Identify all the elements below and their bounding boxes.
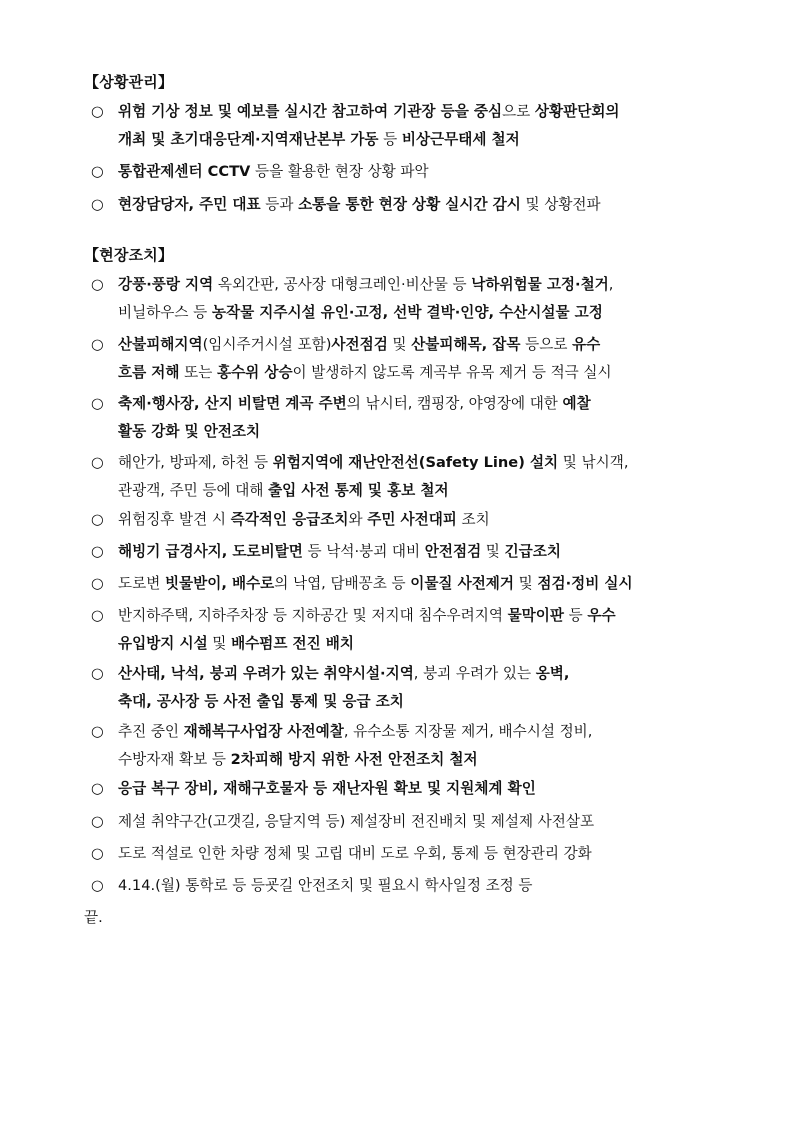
emphasized-text: 유입방지 시설 bbox=[118, 635, 208, 652]
emphasized-text: 주민 사전대피 bbox=[367, 511, 457, 528]
list-item-line bbox=[91, 271, 725, 299]
circle-bullet-icon: ○ bbox=[91, 454, 104, 471]
body-text: 제설 취약구간(고갯길, 응달지역 등) 제설장비 전진배치 및 제설제 사전살포 bbox=[118, 813, 595, 830]
body-text: 수방자재 확보 등 bbox=[118, 751, 231, 768]
emphasized-text: 물막이판 bbox=[507, 607, 564, 624]
body-text: 등으로 bbox=[520, 336, 573, 353]
list-item-line bbox=[91, 359, 725, 387]
body-text: 옥외간판, 공사장 대형크레인·비산물 등 bbox=[213, 276, 472, 293]
emphasized-text: 빗물받이, 배수로 bbox=[164, 575, 275, 592]
body-text: 및 bbox=[481, 543, 505, 560]
body-text: 관광객, 주민 등에 대해 bbox=[118, 482, 269, 499]
circle-bullet-icon: ○ bbox=[91, 845, 104, 862]
list-item-line bbox=[91, 570, 725, 598]
body-text: 반지하주택, 지하주차장 등 지하공간 및 저지대 침수우려지역 bbox=[118, 607, 508, 624]
emphasized-text: 흐름 저해 bbox=[118, 364, 180, 381]
list-item-line bbox=[91, 98, 725, 126]
circle-bullet-icon: ○ bbox=[91, 276, 104, 293]
section-heading-situation-management: 【상황관리】 bbox=[84, 73, 174, 91]
list-item bbox=[91, 449, 725, 505]
list-item bbox=[91, 331, 725, 387]
list-item bbox=[91, 538, 725, 566]
list-item-line bbox=[91, 390, 725, 418]
list-item bbox=[91, 98, 725, 154]
body-text: 위험징후 발견 시 bbox=[118, 511, 231, 528]
body-text: 해안가, 방파제, 하천 등 bbox=[118, 454, 273, 471]
emphasized-text: 긴급조치 bbox=[504, 543, 561, 560]
body-text: 도로변 bbox=[118, 575, 165, 592]
list-item-line bbox=[91, 331, 725, 359]
list-item-line bbox=[91, 840, 725, 868]
emphasized-text: 옹벽, bbox=[535, 665, 570, 682]
body-text: 등 bbox=[563, 607, 588, 624]
emphasized-text: 현장담당자, 주민 대표 bbox=[118, 196, 261, 213]
document-end-mark: 끝. bbox=[84, 909, 103, 926]
emphasized-text: 활동 강화 및 안전조치 bbox=[118, 423, 261, 440]
emphasized-text: 예찰 bbox=[562, 395, 591, 412]
list-item bbox=[91, 390, 725, 446]
list-item-line bbox=[91, 477, 725, 505]
list-item-line bbox=[91, 126, 725, 154]
list-item-line bbox=[91, 538, 725, 566]
circle-bullet-icon: ○ bbox=[91, 813, 104, 830]
emphasized-text: 통합관제센터 CCTV bbox=[118, 163, 251, 180]
circle-bullet-icon: ○ bbox=[91, 103, 104, 120]
section-heading-field-measures: 【현장조치】 bbox=[84, 246, 174, 264]
list-item-line bbox=[91, 718, 725, 746]
body-text: 의 낚시터, 캠핑장, 야영장에 대한 bbox=[346, 395, 563, 412]
circle-bullet-icon: ○ bbox=[91, 607, 104, 624]
emphasized-text: 우수 bbox=[587, 607, 616, 624]
list-item bbox=[91, 808, 725, 836]
body-text: 와 bbox=[348, 511, 368, 528]
body-text: 또는 bbox=[179, 364, 217, 381]
emphasized-text: 홍수위 상승 bbox=[216, 364, 293, 381]
body-text: , 유수소통 지장물 제거, 배수시설 정비, bbox=[343, 723, 593, 740]
list-item-line bbox=[91, 506, 725, 534]
list-item-line bbox=[91, 872, 725, 900]
list-item bbox=[91, 191, 725, 219]
body-text: 4.14.(월) 통학로 등 등굣길 안전조치 및 필요시 학사일정 조정 등 bbox=[118, 877, 533, 894]
list-item-line bbox=[91, 775, 725, 803]
emphasized-text: 산불피해목, 잡목 bbox=[411, 336, 521, 353]
body-text: (임시주거시설 포함) bbox=[202, 336, 332, 353]
list-item bbox=[91, 570, 725, 598]
emphasized-text: 산사태, 낙석, 붕괴 우려가 있는 취약시설·지역 bbox=[118, 665, 414, 682]
emphasized-text: 사전점검 bbox=[331, 336, 388, 353]
body-text: 등과 bbox=[260, 196, 299, 213]
list-item bbox=[91, 158, 725, 186]
list-item bbox=[91, 506, 725, 534]
circle-bullet-icon: ○ bbox=[91, 543, 104, 560]
list-item bbox=[91, 872, 725, 900]
emphasized-text: 산불피해지역 bbox=[118, 336, 203, 353]
list-item-line bbox=[91, 299, 725, 327]
emphasized-text: 재해복구사업장 사전예찰 bbox=[183, 723, 344, 740]
emphasized-text: 위험지역에 재난안전선(Safety Line) 설치 bbox=[272, 454, 559, 471]
list-item bbox=[91, 840, 725, 868]
list-item-line bbox=[91, 808, 725, 836]
emphasized-text: 배수펌프 전진 배치 bbox=[231, 635, 355, 652]
body-text: 으로 bbox=[502, 103, 535, 120]
circle-bullet-icon: ○ bbox=[91, 395, 104, 412]
body-text: 의 낙엽, 담배꽁초 등 bbox=[274, 575, 411, 592]
circle-bullet-icon: ○ bbox=[91, 336, 104, 353]
list-item bbox=[91, 602, 725, 658]
body-text: , bbox=[608, 276, 614, 293]
body-text: 및 bbox=[387, 336, 412, 353]
emphasized-text: 축제·행사장, 산지 비탈면 계곡 주변 bbox=[118, 395, 347, 412]
body-text: 및 bbox=[514, 575, 538, 592]
emphasized-text: 출입 사전 통제 및 홍보 철저 bbox=[268, 482, 449, 499]
emphasized-text: 위험 기상 정보 및 예보를 실시간 참고하여 기관장 등을 중심 bbox=[118, 103, 503, 120]
emphasized-text: 상황판단회의 bbox=[534, 103, 620, 120]
body-text: 및 bbox=[207, 635, 232, 652]
body-text: 도로 적설로 인한 차량 정체 및 고립 대비 도로 우회, 통제 등 현장관리 강화 bbox=[118, 845, 592, 862]
body-text: 추진 중인 bbox=[118, 723, 184, 740]
list-item-line bbox=[91, 688, 725, 716]
circle-bullet-icon: ○ bbox=[91, 665, 104, 682]
list-item-line bbox=[91, 660, 725, 688]
list-item-line bbox=[91, 191, 725, 219]
emphasized-text: 축대, 공사장 등 사전 출입 통제 및 응급 조치 bbox=[118, 693, 404, 710]
emphasized-text: 2차피해 방지 위한 사전 안전조치 철저 bbox=[230, 751, 478, 768]
circle-bullet-icon: ○ bbox=[91, 780, 104, 797]
circle-bullet-icon: ○ bbox=[91, 723, 104, 740]
emphasized-text: 유수 bbox=[572, 336, 601, 353]
emphasized-text: 농작물 지주시설 유인·고정, 선박 결박·인양, 수산시설물 고정 bbox=[211, 304, 603, 321]
body-text: 등 bbox=[378, 131, 402, 148]
body-text: 조치 bbox=[456, 511, 490, 528]
emphasized-text: 안전점검 bbox=[424, 543, 482, 560]
emphasized-text: 개최 및 초기대응단계·지역재난본부 가동 bbox=[118, 131, 379, 148]
body-text: , 붕괴 우려가 있는 bbox=[413, 665, 536, 682]
list-item-line bbox=[91, 418, 725, 446]
body-text: 및 상황전파 bbox=[520, 196, 601, 213]
emphasized-text: 낙하위험물 고정·철거 bbox=[471, 276, 609, 293]
circle-bullet-icon: ○ bbox=[91, 196, 104, 213]
body-text: 이 발생하지 않도록 계곡부 유목 제거 등 적극 실시 bbox=[292, 364, 612, 381]
emphasized-text: 소통을 통한 현장 상황 실시간 감시 bbox=[298, 196, 521, 213]
circle-bullet-icon: ○ bbox=[91, 877, 104, 894]
list-item bbox=[91, 718, 725, 774]
emphasized-text: 강풍·풍랑 지역 bbox=[118, 276, 214, 293]
list-item-line bbox=[91, 158, 725, 186]
emphasized-text: 이물질 사전제거 bbox=[410, 575, 514, 592]
list-item bbox=[91, 775, 725, 803]
emphasized-text: 해빙기 급경사지, 도로비탈면 bbox=[118, 543, 303, 560]
emphasized-text: 응급 복구 장비, 재해구호물자 등 재난자원 확보 및 지원체계 확인 bbox=[118, 780, 536, 797]
list-item-line bbox=[91, 602, 725, 630]
circle-bullet-icon: ○ bbox=[91, 163, 104, 180]
circle-bullet-icon: ○ bbox=[91, 511, 104, 528]
body-text: 등을 활용한 현장 상황 파악 bbox=[250, 163, 429, 180]
emphasized-text: 즉각적인 응급조치 bbox=[230, 511, 349, 528]
emphasized-text: 점검·정비 실시 bbox=[537, 575, 633, 592]
list-item-line bbox=[91, 630, 725, 658]
list-item-line bbox=[91, 746, 725, 774]
circle-bullet-icon: ○ bbox=[91, 575, 104, 592]
list-item-line bbox=[91, 449, 725, 477]
body-text: 및 낚시객, bbox=[558, 454, 629, 471]
list-item bbox=[91, 271, 725, 327]
body-text: 등 낙석·붕괴 대비 bbox=[302, 543, 425, 560]
list-item bbox=[91, 660, 725, 716]
emphasized-text: 비상근무태세 철저 bbox=[401, 131, 520, 148]
body-text: 비닐하우스 등 bbox=[118, 304, 212, 321]
